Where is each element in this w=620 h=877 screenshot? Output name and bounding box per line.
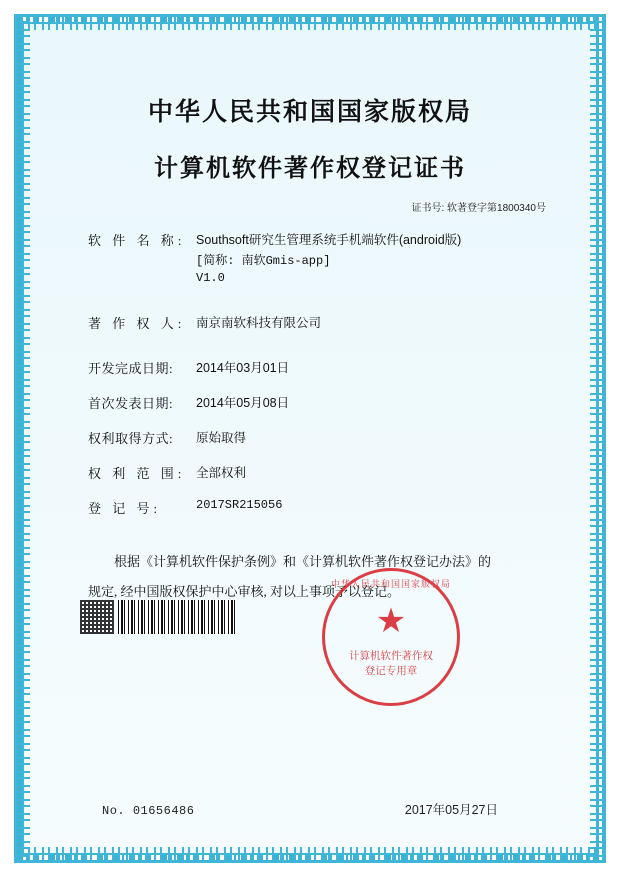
field-row — [88, 428, 568, 447]
seal-bottom-text — [325, 649, 457, 679]
field-row — [88, 358, 568, 377]
field-rights-scope-block — [52, 463, 568, 482]
field-value: 全部权利 — [196, 466, 247, 480]
field-row — [88, 463, 568, 482]
field-row — [88, 393, 568, 412]
field-label: 权利取得方式: — [88, 431, 174, 446]
field-row — [88, 313, 568, 332]
certificate-title: 计算机软件著作权登记证书 — [154, 156, 466, 182]
field-label: 开发完成日期: — [88, 361, 174, 376]
field-value: 2014年05月08日 — [196, 396, 290, 410]
field-label: 软 件 名 称: — [88, 233, 186, 248]
field-subline-version: V1.0 — [196, 271, 225, 285]
legal-statement — [52, 547, 568, 607]
field-row — [88, 498, 568, 517]
issuer-title: 中华人民共和国国家版权局 — [147, 99, 472, 126]
field-row — [88, 230, 568, 249]
qr-code-icon — [80, 600, 114, 634]
legal-statement-text-1: 根据《计算机软件保护条例》和《计算机软件著作权登记办法》的 — [114, 554, 492, 569]
field-value: 南京南软科技有限公司 — [196, 316, 322, 330]
field-value: 2017SR215056 — [196, 498, 283, 512]
field-first-publish-date-block — [52, 393, 568, 412]
seal-bottom-line-1: 计算机软件著作权 — [349, 651, 433, 662]
field-dev-complete-date-block — [52, 358, 568, 377]
field-value: Southsoft研究生管理系统手机端软件(android版) — [196, 233, 462, 247]
serial-value: 01656486 — [132, 804, 195, 818]
seal-bottom-line-2: 登记专用章 — [364, 666, 418, 677]
field-label: 著 作 权 人: — [88, 316, 186, 331]
star-icon: ★ — [375, 603, 407, 640]
barcode-area — [80, 600, 240, 650]
legal-statement-line-1 — [88, 547, 538, 577]
field-label: 首次发表日期: — [88, 396, 174, 411]
serial-number — [52, 804, 194, 818]
field-value: 原始取得 — [196, 431, 247, 445]
barcode-icon — [118, 600, 236, 634]
field-registration-number-block — [52, 498, 568, 517]
field-software-name-block — [52, 230, 568, 287]
certificate-number: 证书号: 软著登字第1800340号 — [411, 203, 546, 214]
legal-statement-line-2: 规定, 经中国版权保护中心审核, 对以上事项予以登记。 — [88, 584, 401, 599]
field-copyright-owner-block — [52, 313, 568, 332]
field-label: 权 利 范 围: — [88, 466, 186, 481]
field-label: 登 记 号: — [88, 501, 162, 516]
field-value: 2014年03月01日 — [196, 361, 290, 375]
field-rights-acquisition-block — [52, 428, 568, 447]
seal-top-text: 中华人民共和国国家版权局 — [330, 579, 451, 589]
issue-date: 2017年05月27日 — [404, 803, 498, 817]
serial-label: No. — [102, 804, 126, 818]
field-subline-alias: [简称: 南软Gmis-app] — [196, 254, 331, 268]
certificate-footer — [52, 800, 568, 818]
official-seal — [322, 568, 460, 706]
certificate-content — [52, 70, 568, 810]
